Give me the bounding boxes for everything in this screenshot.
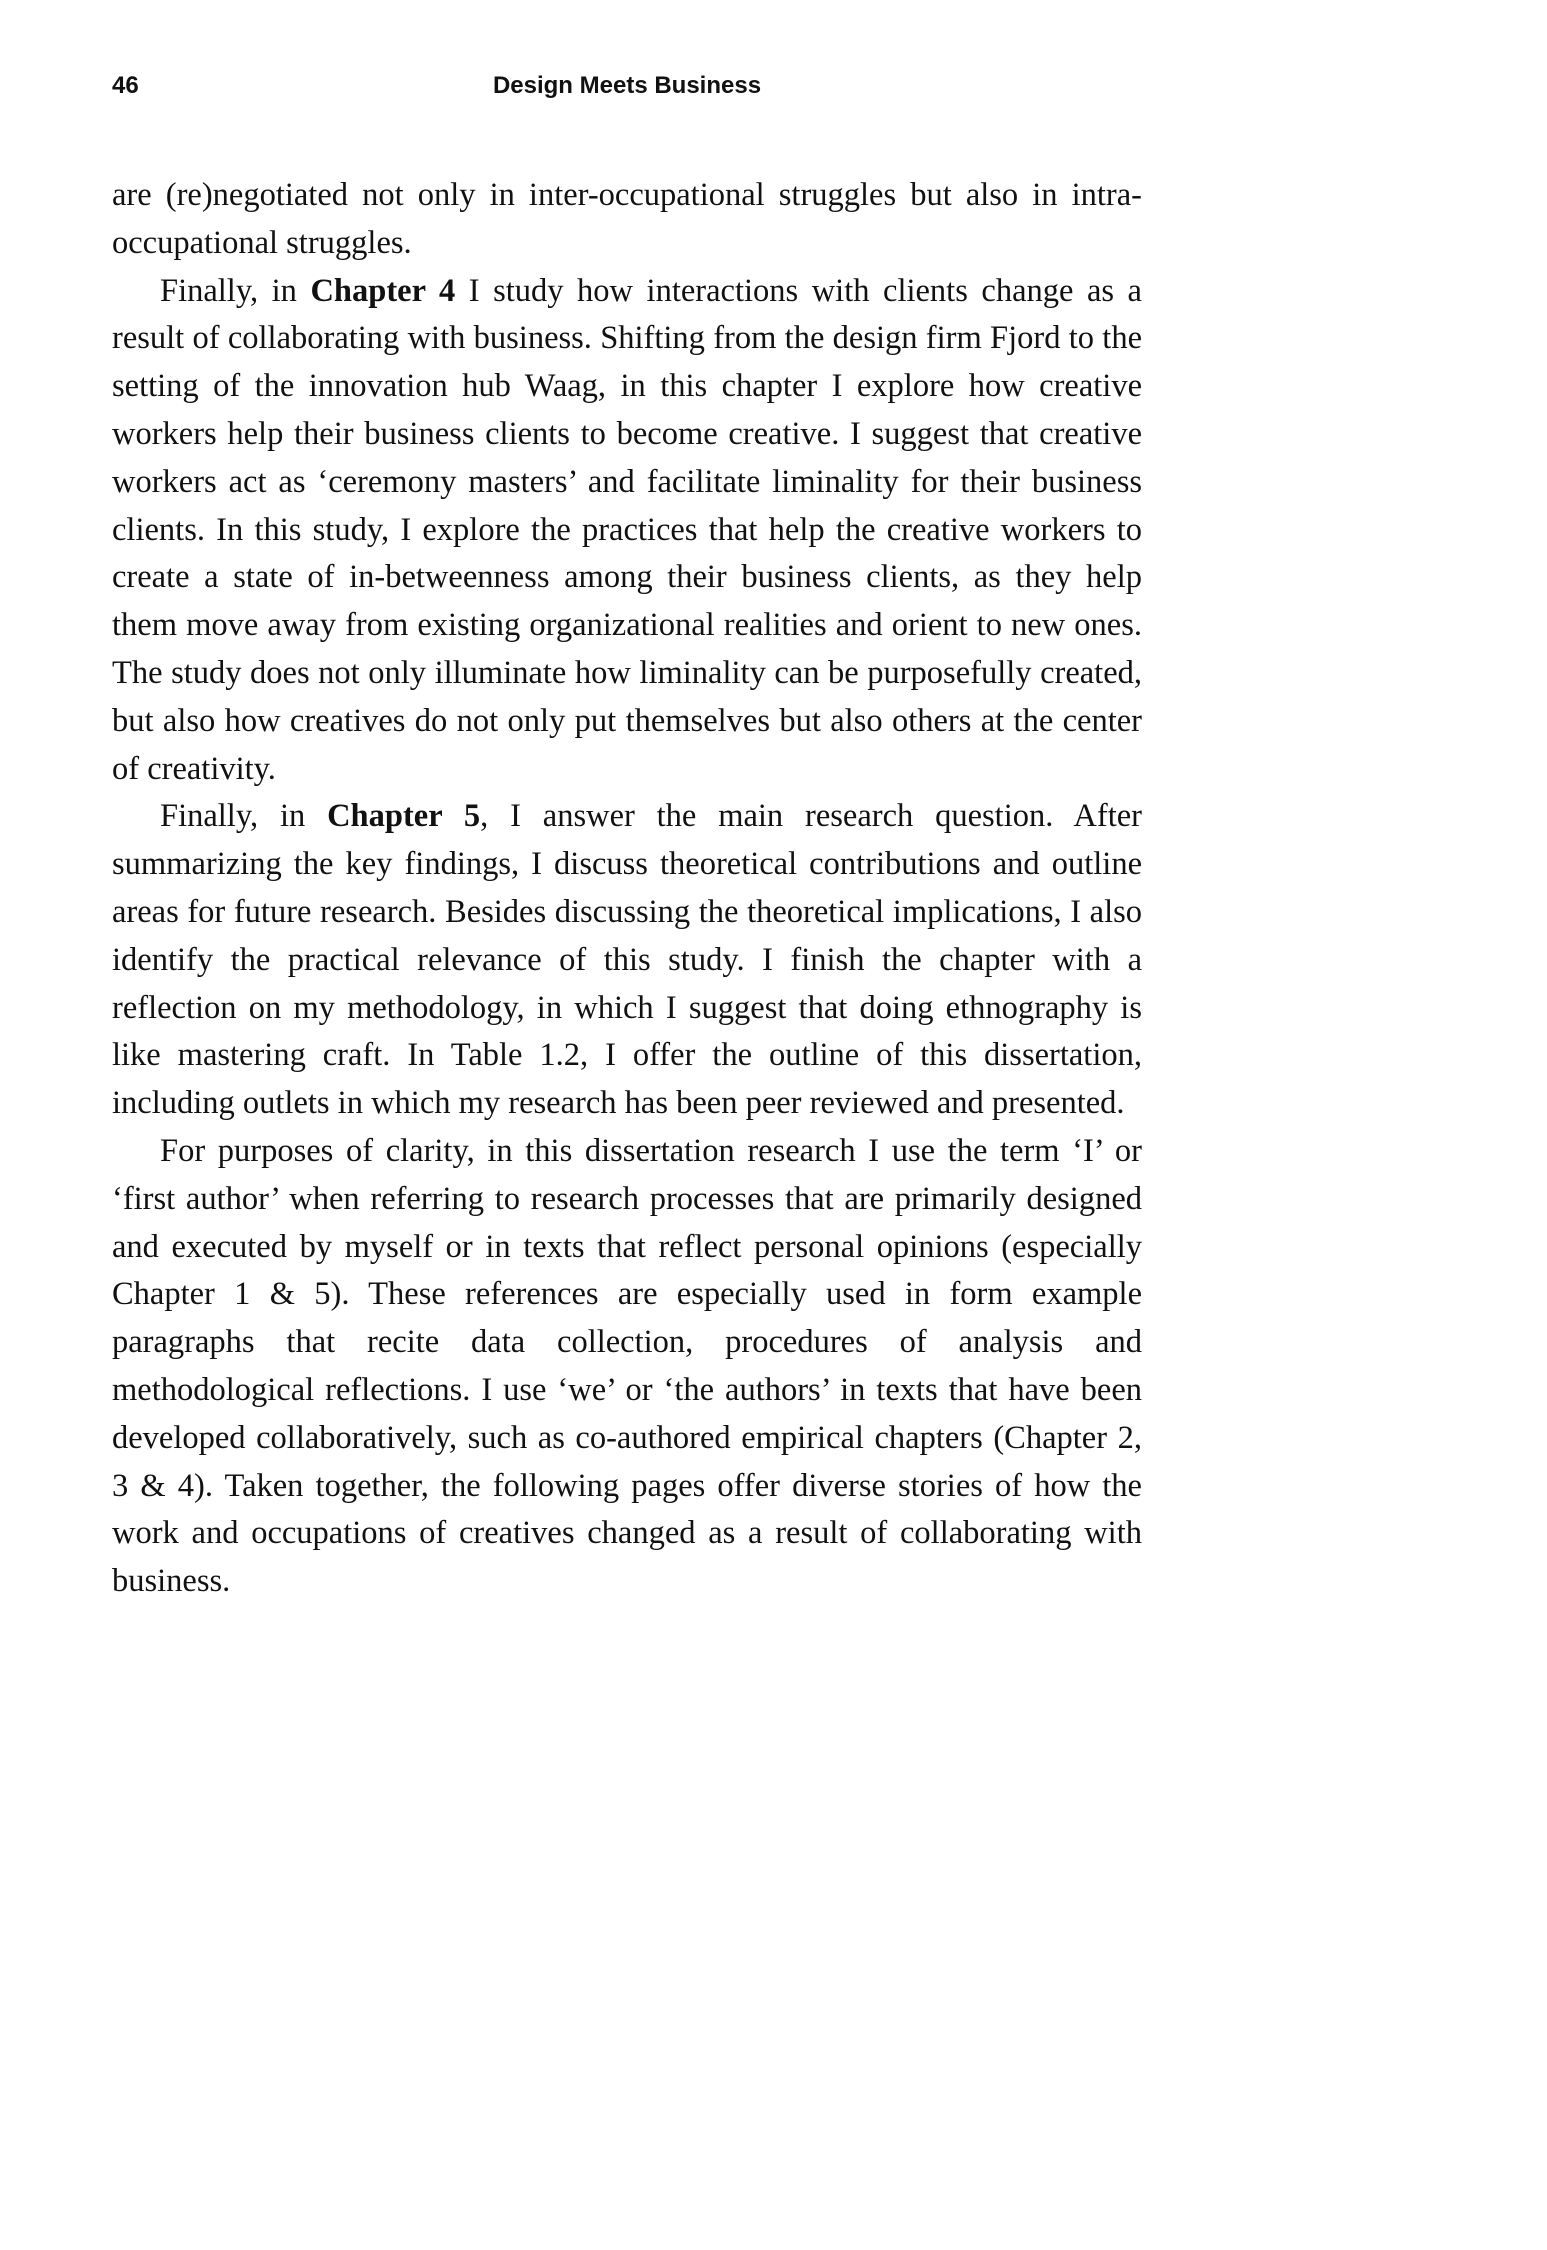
paragraph-chapter-4 bbox=[112, 268, 1142, 794]
body-text bbox=[112, 172, 1142, 1606]
book-title: Design Meets Business bbox=[492, 72, 762, 99]
paragraph-lead-text: Finally, in bbox=[160, 272, 311, 309]
chapter-5-reference: Chapter 5 bbox=[327, 798, 481, 835]
paragraph-lead-text: Finally, in bbox=[160, 798, 328, 835]
page-number: 46 bbox=[112, 72, 139, 99]
paragraph-chapter-5 bbox=[112, 793, 1142, 1128]
paragraph-continued: are (re)negotiated not only in inter-occupational struggles but also in intra-occupational struggles. bbox=[112, 177, 1142, 261]
chapter-4-reference: Chapter 4 bbox=[310, 272, 456, 309]
paragraph-body-text: , I answer the main research question. After summarizing the key findings, I discuss theoretical contributions and outline areas for future research. Besides discussing the theoretical implications, I also identify the practical relevance of this study. I finish the chapter with a reflection on my methodology, in which I suggest that doing ethnography is like mastering craft. In Table 1.2, I offer the outline of this dissertation, including outlets in which my research has been peer reviewed and presented. bbox=[112, 798, 1142, 1122]
running-head bbox=[112, 68, 1142, 104]
paragraph-clarity: For purposes of clarity, in this dissertation research I use the term ‘I’ or ‘first author’ when referring to research processes that are primarily designed and executed by myself or in texts that reflect personal opinions (especially Chapter 1 & 5). These references are especially used in form example paragraphs that recite data collection, procedures of analysis and methodological reflections. I use ‘we’ or ‘the authors’ in texts that have been developed collaboratively, such as co-authored empirical chapters (Chapter 2, 3 & 4). Taken together, the following pages offer diverse stories of how the work and occupations of creatives changed as a result of collaborating with business. bbox=[112, 1132, 1142, 1600]
paragraph-body-text: I study how interactions with clients change as a result of collaborating with business. Shifting from the design firm Fjord to the setting of the innovation hub Waag, in this chapter I explore how creative workers help their business clients to become creative. I suggest that creative workers act as ‘ceremony masters’ and facilitate liminality for their business clients. In this study, I explore the practices that help the creative workers to create a state of in-betweenness among their business clients, as they help them move away from existing organizational realities and orient to new ones. The study does not only illuminate how liminality can be purposefully created, but also how creatives do not only put themselves but also others at the center of creativity. bbox=[112, 272, 1142, 787]
